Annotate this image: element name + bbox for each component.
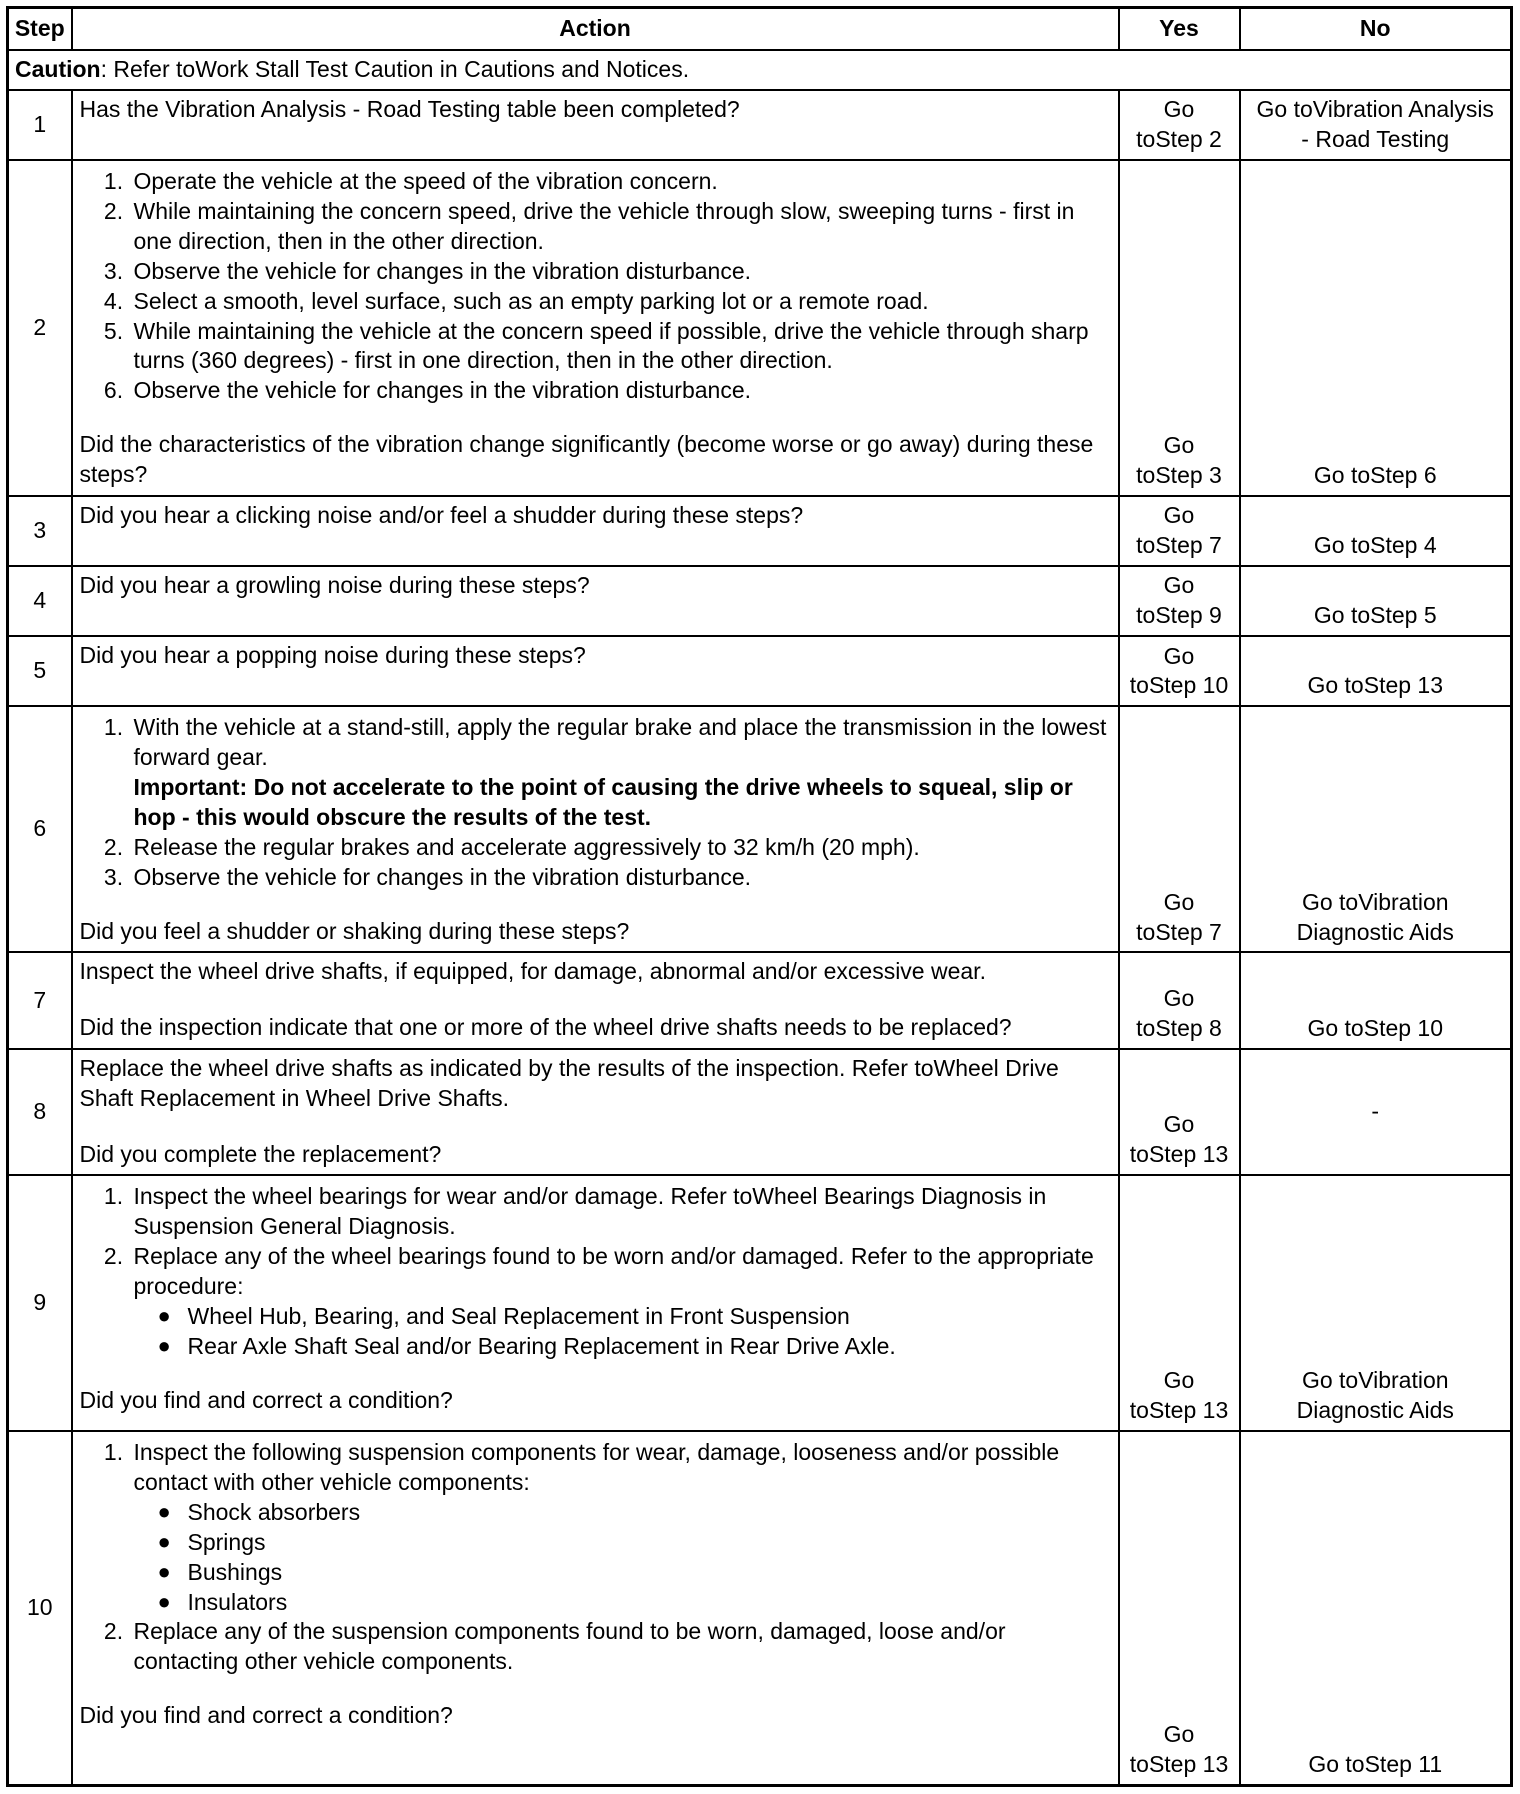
step-number: 9 [8, 1175, 72, 1431]
table-row [8, 1431, 1512, 1785]
bullet-item: ● Rear Axle Shaft Seal and/or Bearing Replacement in Rear Drive Axle. [188, 1332, 1111, 1362]
yes-line: Go [1163, 96, 1195, 123]
yes-line: toStep 8 [1136, 1014, 1222, 1041]
no-line: Go toVibration Analysis [1256, 96, 1494, 123]
diagnostic-table [6, 6, 1513, 1787]
table-row [8, 566, 1512, 636]
yes-line: toStep 7 [1136, 918, 1222, 945]
procedure-list [80, 713, 1111, 892]
yes-line: Go [1163, 502, 1195, 529]
question-text: Did you complete the replacement? [79, 1140, 442, 1167]
instruction-text: Replace the wheel drive shafts as indicated by the results of the inspection. Refer toWheel Drive Shaft Replacement in Wheel Drive Shafts. [79, 1054, 1059, 1111]
step-number: 8 [8, 1049, 72, 1175]
yes-line: toStep 2 [1136, 125, 1222, 152]
step-number: 4 [8, 566, 72, 636]
instruction-text: Inspect the wheel drive shafts, if equipped, for damage, abnormal and/or excessive wear. [79, 958, 986, 985]
step-number: 1 [8, 90, 72, 160]
yes-line: Go [1163, 432, 1195, 459]
yes-cell [1119, 160, 1240, 496]
procedure-item: 2. Replace any of the suspension components found to be worn, damaged, loose and/or contacting other vehicle components. [130, 1617, 1111, 1677]
question-text: Did you find and correct a condition? [79, 1702, 453, 1729]
procedure-item [130, 1242, 1111, 1362]
no-line: - [1371, 1098, 1380, 1125]
procedure-item: 3. Observe the vehicle for changes in the vibration disturbance. [130, 863, 1111, 893]
yes-cell [1119, 1049, 1240, 1175]
yes-cell [1119, 90, 1240, 160]
header-step: Step [8, 8, 72, 51]
yes-cell [1119, 1431, 1240, 1785]
bullet-list [134, 1498, 1111, 1618]
no-cell [1240, 952, 1512, 1048]
procedure-item: 6. Observe the vehicle for changes in the vibration disturbance. [130, 376, 1111, 406]
no-line: - Road Testing [1301, 125, 1450, 152]
procedure-item-text: Replace any of the wheel bearings found to be worn and/or damaged. Refer to the appropriate procedure: [133, 1242, 1094, 1299]
caution-cell [8, 50, 1512, 90]
yes-cell [1119, 1175, 1240, 1431]
no-cell [1240, 496, 1512, 566]
no-cell [1240, 90, 1512, 160]
action-cell [72, 1175, 1119, 1431]
procedure-item: 2. Release the regular brakes and accelerate aggressively to 32 km/h (20 mph). [130, 833, 1111, 863]
procedure-item [130, 1438, 1111, 1617]
question-text: Has the Vibration Analysis - Road Testing table been completed? [79, 96, 740, 123]
no-cell [1240, 160, 1512, 496]
no-line: Go toStep 5 [1313, 602, 1437, 629]
procedure-item-text: With the vehicle at a stand-still, apply the regular brake and place the transmission in the lowest forward gear. [133, 714, 1107, 771]
step-number: 6 [8, 706, 72, 952]
bullet-item: ● Insulators [188, 1588, 1111, 1618]
bullet-item: ● Springs [188, 1528, 1111, 1558]
yes-line: toStep 3 [1136, 462, 1222, 489]
yes-line: toStep 7 [1136, 532, 1222, 559]
step-number: 10 [8, 1431, 72, 1785]
yes-line: Go [1163, 642, 1195, 669]
table-row [8, 90, 1512, 160]
step-number: 5 [8, 636, 72, 706]
no-line: Go toStep 4 [1313, 532, 1437, 559]
procedure-list [80, 167, 1111, 406]
no-line: Go toVibration [1301, 1367, 1449, 1394]
step-number: 3 [8, 496, 72, 566]
no-line: Go toVibration [1301, 888, 1449, 915]
yes-cell [1119, 566, 1240, 636]
procedure-item: 4. Select a smooth, level surface, such as an empty parking lot or a remote road. [130, 287, 1111, 317]
question-text: Did you find and correct a condition? [79, 1386, 453, 1413]
yes-line: Go [1163, 1367, 1195, 1394]
header-row [8, 8, 1512, 51]
action-cell [72, 1431, 1119, 1785]
caution-text: : Refer toWork Stall Test Caution in Cautions and Notices. [100, 56, 690, 83]
procedure-list [80, 1438, 1111, 1677]
no-line: Diagnostic Aids [1296, 918, 1454, 945]
yes-line: Go [1163, 984, 1195, 1011]
no-cell [1240, 636, 1512, 706]
step-number: 2 [8, 160, 72, 496]
caution-label: Caution [15, 56, 101, 83]
action-cell [72, 90, 1119, 160]
bullet-item: ● Shock absorbers [188, 1498, 1111, 1528]
header-action: Action [72, 8, 1119, 51]
action-cell [72, 496, 1119, 566]
table-row [8, 636, 1512, 706]
table-row [8, 496, 1512, 566]
bullet-item: ● Bushings [188, 1558, 1111, 1588]
table-row [8, 952, 1512, 1048]
no-cell [1240, 706, 1512, 952]
yes-cell [1119, 706, 1240, 952]
procedure-item: 3. Observe the vehicle for changes in the vibration disturbance. [130, 257, 1111, 287]
action-cell [72, 566, 1119, 636]
question-text: Did you feel a shudder or shaking during these steps? [79, 917, 630, 944]
important-note: Important: Do not accelerate to the point of causing the drive wheels to squeal, slip or hop - this would obscure the results of the test. [133, 774, 1073, 830]
yes-line: toStep 13 [1129, 1751, 1229, 1778]
procedure-item-text: Inspect the following suspension components for wear, damage, looseness and/or possible contact with other vehicle components: [133, 1439, 1060, 1496]
procedure-item: 5. While maintaining the vehicle at the concern speed if possible, drive the vehicle through sharp turns (360 degrees) - first in one direction, then in the other direction. [130, 317, 1111, 377]
question-text: Did the characteristics of the vibration change significantly (become worse or go away) during these steps? [79, 431, 1094, 488]
yes-line: Go [1163, 1721, 1195, 1748]
yes-cell [1119, 496, 1240, 566]
no-cell [1240, 1175, 1512, 1431]
no-line: Go toStep 6 [1313, 462, 1437, 489]
no-line: Diagnostic Aids [1296, 1397, 1454, 1424]
no-line: Go toStep 10 [1307, 1014, 1444, 1041]
action-cell [72, 952, 1119, 1048]
yes-line: toStep 9 [1136, 602, 1222, 629]
yes-cell [1119, 952, 1240, 1048]
yes-line: Go [1163, 572, 1195, 599]
yes-line: toStep 13 [1129, 1141, 1229, 1168]
table-row [8, 1049, 1512, 1175]
header-no: No [1240, 8, 1512, 51]
procedure-item: 2. While maintaining the concern speed, drive the vehicle through slow, sweeping turns - first in one direction, then in the other direction. [130, 197, 1111, 257]
header-yes: Yes [1119, 8, 1240, 51]
action-cell [72, 636, 1119, 706]
question-text: Did you hear a popping noise during these steps? [79, 642, 586, 669]
no-line: Go toStep 13 [1307, 672, 1444, 699]
yes-line: toStep 13 [1129, 1397, 1229, 1424]
action-cell [72, 1049, 1119, 1175]
table-row [8, 160, 1512, 496]
caution-row [8, 50, 1512, 90]
procedure-item: 1. Operate the vehicle at the speed of the vibration concern. [130, 167, 1111, 197]
bullet-item: ● Wheel Hub, Bearing, and Seal Replacement in Front Suspension [188, 1302, 1111, 1332]
no-cell [1240, 1049, 1512, 1175]
question-text: Did you hear a clicking noise and/or feel a shudder during these steps? [79, 502, 804, 529]
action-cell [72, 160, 1119, 496]
yes-line: toStep 10 [1129, 672, 1229, 699]
table-row [8, 706, 1512, 952]
table-row [8, 1175, 1512, 1431]
yes-line: Go [1163, 888, 1195, 915]
procedure-item: 1. Inspect the wheel bearings for wear and/or damage. Refer toWheel Bearings Diagnosis in Suspension General Diagnosis. [130, 1182, 1111, 1242]
action-cell [72, 706, 1119, 952]
question-text: Did you hear a growling noise during these steps? [79, 572, 590, 599]
yes-line: Go [1163, 1111, 1195, 1138]
bullet-list [134, 1302, 1111, 1362]
no-cell [1240, 566, 1512, 636]
no-cell [1240, 1431, 1512, 1785]
procedure-list [80, 1182, 1111, 1361]
question-text: Did the inspection indicate that one or more of the wheel drive shafts needs to be replaced? [79, 1014, 1012, 1041]
step-number: 7 [8, 952, 72, 1048]
procedure-item [130, 713, 1111, 833]
no-line: Go toStep 11 [1308, 1751, 1443, 1778]
yes-cell [1119, 636, 1240, 706]
